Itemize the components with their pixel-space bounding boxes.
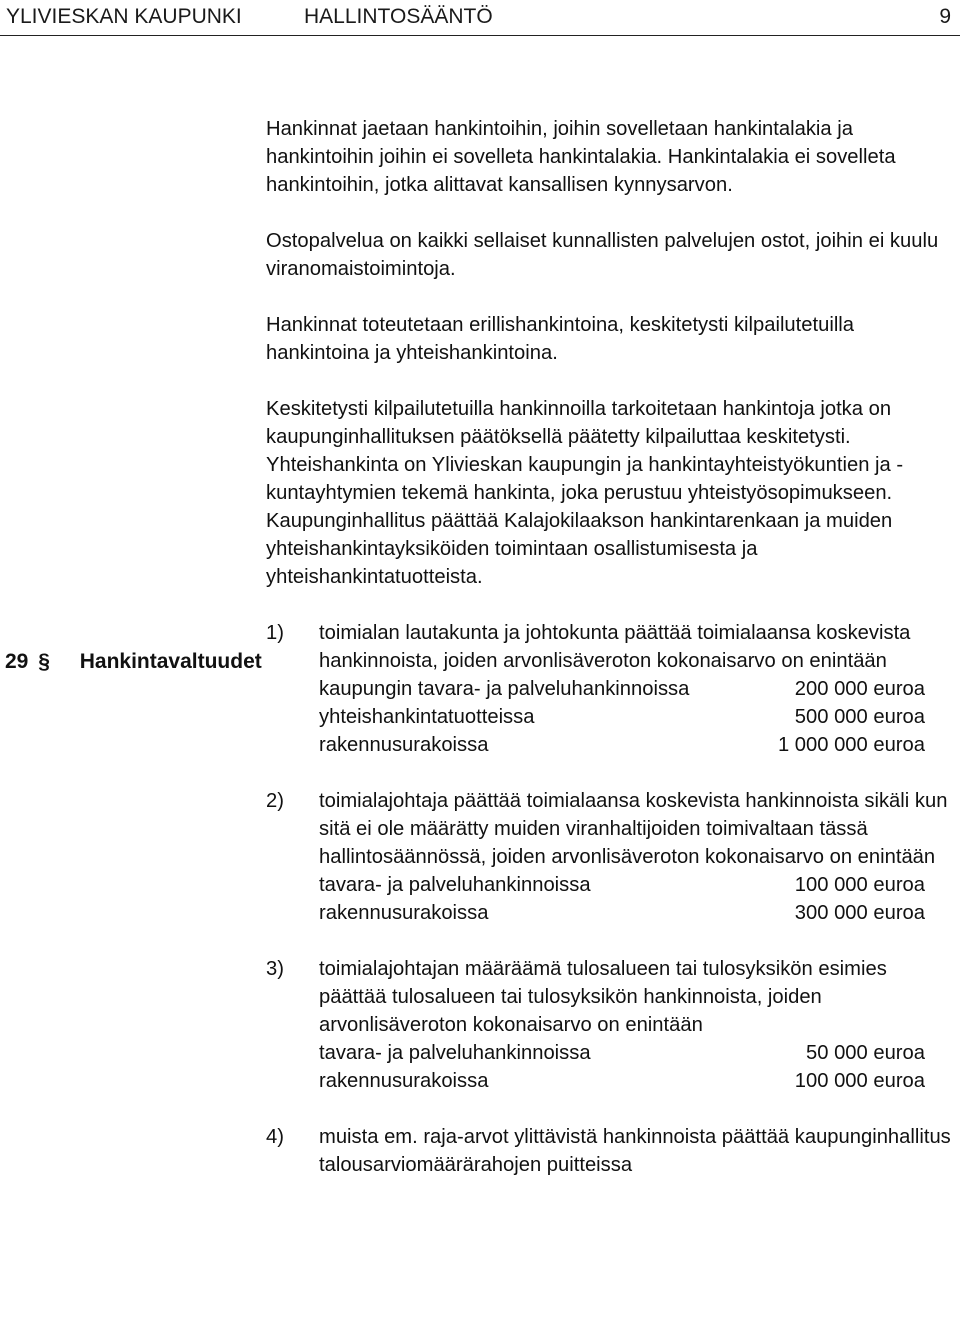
list-item-number: 4): [266, 1126, 284, 1148]
amount-row: [319, 871, 925, 899]
document-title: HALLINTOSÄÄNTÖ: [304, 5, 493, 28]
amount-value: 50 000 euroa: [806, 1042, 925, 1064]
list-item-text: toimialajohtajan määräämä tulosalueen tai tulosyksikön esimies päättää tulosalueen tai tulosyksikön hankinnoista, joiden arvonlisäveroton kokonaisarvo on enintään: [319, 958, 887, 1036]
list-item-text: muista em. raja-arvot ylittävistä hankinnoista päättää kaupunginhallitus talousarviomäärärahojen puitteissa: [319, 1126, 951, 1176]
amount-row: [319, 731, 925, 759]
paragraph-purchased-services: Ostopalvelua on kaikki sellaiset kunnallisten palvelujen ostot, joihin ei kuulu viranomaistoimintoja.: [266, 230, 939, 280]
amount-row: [319, 703, 925, 731]
amount-value: 300 000 euroa: [794, 902, 925, 924]
amount-value: 1 000 000 euroa: [777, 734, 925, 756]
paragraph-centralized-procurement: Keskitetysti kilpailutetuilla hankinnoilla tarkoitetaan hankintoja jotka on kaupunginhallituksen päätöksellä päätetty kilpailuttaa keskitetysti.: [266, 398, 892, 448]
section-heading: [5, 648, 262, 676]
list-item: [266, 619, 956, 759]
amount-value: 100 000 euroa: [794, 1070, 925, 1092]
amount-value: 100 000 euroa: [794, 874, 925, 896]
amount-row: [319, 1039, 925, 1067]
amount-value: 500 000 euroa: [794, 706, 925, 728]
list-item: [266, 1123, 956, 1179]
amount-label: kaupungin tavara- ja palveluhankinnoissa: [319, 678, 690, 700]
list-item-text: toimialajohtaja päättää toimialaansa koskevista hankinnoista sikäli kun sitä ei ole määrätty muiden viranhaltijoiden toimivaltaan tässä hallintosäännössä, joiden arvonlisäveroton kokonaisarvo on enintään: [319, 790, 948, 868]
amount-row: [319, 1067, 925, 1095]
organization-name: YLIVIESKAN KAUPUNKI: [6, 5, 242, 28]
list-item: [266, 955, 956, 1095]
list-item-number: 1): [266, 622, 284, 644]
paragraph-procurement-types: Hankinnat jaetaan hankintoihin, joihin sovelletaan hankintalakia ja hankintoihin joihin ei sovelleta hankintalakia. Hankintalakia ei sovelleta hankintoihin, jotka alittavat kansallisen kynnysarvon.: [266, 118, 896, 196]
amount-row: [319, 899, 925, 927]
list-item-number: 2): [266, 790, 284, 812]
authority-list: [266, 619, 956, 1179]
section-title: Hankintavaltuudet: [79, 650, 262, 673]
amount-label: yhteishankintatuotteissa: [319, 706, 535, 728]
header-divider: [0, 35, 960, 36]
amount-label: rakennusurakoissa: [319, 1070, 489, 1092]
section-symbol: §: [38, 650, 50, 673]
list-item-number: 3): [266, 958, 284, 980]
amount-label: tavara- ja palveluhankinnoissa: [319, 1042, 591, 1064]
section-number: 29: [5, 650, 29, 673]
amount-label: rakennusurakoissa: [319, 734, 489, 756]
list-item: [266, 787, 956, 927]
amount-row: [319, 675, 925, 703]
page-header: [0, 0, 960, 36]
page-number: 9: [939, 5, 951, 28]
amount-value: 200 000 euroa: [794, 678, 925, 700]
body-text-column: [266, 115, 956, 1207]
amount-label: rakennusurakoissa: [319, 902, 489, 924]
list-item-text: toimialan lautakunta ja johtokunta päättää toimialaansa koskevista hankinnoista, joiden arvonlisäveroton kokonaisarvo on enintään: [319, 622, 911, 672]
amount-label: tavara- ja palveluhankinnoissa: [319, 874, 591, 896]
paragraph-procurement-methods: Hankinnat toteutetaan erillishankintoina, keskitetysti kilpailutetuilla hankintoina ja yhteishankintoina.: [266, 314, 855, 364]
paragraph-joint-procurement: Yhteishankinta on Ylivieskan kaupungin ja hankintayhteistyökuntien ja -kuntayhtymien tekemä hankinta, joka perustuu yhteistyösopimukseen. Kaupunginhallitus päättää Kalajokilaakson hankintarenkaan ja muiden yhteishankintayksiköiden toimintaan osallistumisesta ja yhteishankintatuotteista.: [266, 454, 904, 588]
